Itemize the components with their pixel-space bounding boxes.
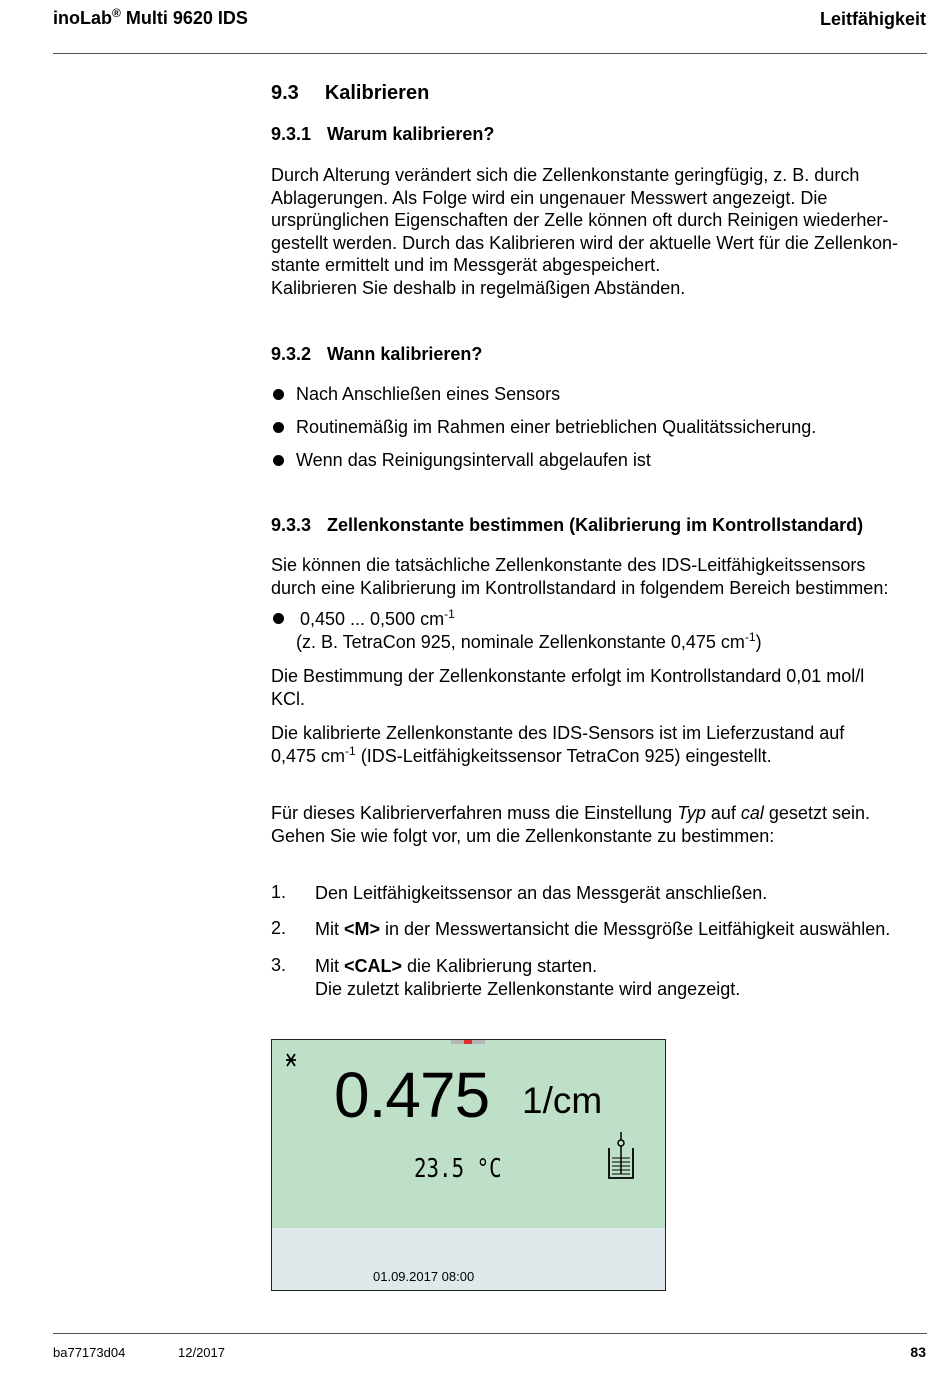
paragraph-line: durch eine Kalibrierung im Kontrollstandard in folgendem Bereich bestimmen: xyxy=(271,577,889,598)
temperature-readout: 23.5 °C xyxy=(414,1154,502,1184)
step-pre: Mit xyxy=(315,919,344,939)
display-datetime: 01.09.2017 08:00 xyxy=(373,1269,475,1284)
key-m: <M> xyxy=(344,919,381,939)
step-pre: Mit xyxy=(315,956,344,976)
product-name: inoLab xyxy=(53,8,112,28)
delivery-paragraph xyxy=(271,722,936,767)
section-9-3-2-heading xyxy=(271,344,482,365)
paragraph-line: Durch Alterung verändert sich die Zellenkonstante geringfügig, z. B. durch xyxy=(271,165,860,185)
setting-text: auf xyxy=(705,803,741,823)
paragraph-line: ursprünglichen Eigenschaften der Zelle können oft durch Reinigen wiederher- xyxy=(271,210,889,230)
range-note-close: ) xyxy=(755,632,762,652)
step-text: Den Leitfähigkeitssensor an das Messgerät anschließen. xyxy=(315,883,768,903)
key-cal: <CAL> xyxy=(344,956,403,976)
instrument-display xyxy=(271,1039,666,1291)
paragraph-line xyxy=(271,745,936,768)
footer-rule xyxy=(53,1333,927,1334)
subsection-title: Wann kalibrieren? xyxy=(327,344,483,364)
subsection-title: Zellenkonstante bestimmen (Kalibrierung im Kontrollstandard) xyxy=(327,515,864,535)
step-number: 2. xyxy=(271,918,287,938)
step-text xyxy=(315,955,740,1000)
paragraph-line: Ablagerungen. Als Folge wird ein ungenauer Messwert angezeigt. Die xyxy=(271,187,828,208)
paragraph-line xyxy=(271,802,936,825)
subsection-number: 9.3.2 xyxy=(271,344,312,364)
bullet-item: Nach Anschließen eines Sensors xyxy=(296,384,561,404)
range-note-exponent: -1 xyxy=(744,630,756,644)
delivery-rest: (IDS-Leitfähigkeitssensor TetraCon 925) eingestellt. xyxy=(355,745,772,766)
measured-unit: 1/cm xyxy=(522,1080,603,1121)
status-bar-indicator xyxy=(451,1040,485,1044)
kcl-paragraph xyxy=(271,665,936,710)
paragraph-line: Sie können die tatsächliche Zellenkonstante des IDS-Leitfähigkeitssensors xyxy=(271,555,866,575)
step-text xyxy=(315,918,890,941)
stirrer-icon xyxy=(285,1053,297,1067)
step-number: 1. xyxy=(271,882,287,902)
paragraph-line: Die Bestimmung der Zellenkonstante erfolgt im Kontrollstandard 0,01 mol/l xyxy=(271,666,865,686)
range-value: 0,450 ... 0,500 cm xyxy=(300,609,445,629)
setting-cal: cal xyxy=(740,803,764,823)
product-model: Multi 9620 IDS xyxy=(120,8,248,28)
section-number: 9.3 xyxy=(271,82,299,104)
paragraph-line: Gehen Sie wie folgt vor, um die Zellenkonstante zu bestimmen: xyxy=(271,825,775,846)
range-note-text: (z. B. TetraCon 925, nominale Zellenkonstante 0,475 cm xyxy=(296,632,745,652)
header-chapter: Leitfähigkeit xyxy=(819,9,926,29)
step-post: in der Messwertansicht die Messgröße Leitfähigkeit auswählen. xyxy=(380,919,891,939)
footer-doc-id: ba77173d04 xyxy=(53,1345,126,1360)
step-post: die Kalibrierung starten. xyxy=(402,956,598,976)
subsection-number: 9.3.3 xyxy=(271,515,312,535)
setting-typ: Typ xyxy=(677,803,706,823)
paragraph-line: gestellt werden. Durch das Kalibrieren wird der aktuelle Wert für die Zellenkon- xyxy=(271,232,898,253)
step-number: 3. xyxy=(271,955,287,975)
bullet-icon xyxy=(273,455,284,466)
paragraph-line: stante ermittelt und im Messgerät abgespeichert. xyxy=(271,255,661,275)
beaker-icon xyxy=(606,1128,636,1182)
range-bullet xyxy=(300,608,455,631)
status-bar-active-mark xyxy=(464,1040,472,1044)
page-number: 83 xyxy=(910,1344,926,1360)
section-9-3-1-heading xyxy=(271,124,494,145)
subsection-number: 9.3.1 xyxy=(271,124,312,144)
registered-mark: ® xyxy=(112,6,121,20)
section-9-3-3-heading xyxy=(271,515,863,536)
paragraph-line: Kalibrieren Sie deshalb in regelmäßigen Abständen. xyxy=(271,277,686,298)
bullet-icon xyxy=(273,613,284,624)
header-rule xyxy=(53,53,927,54)
setting-paragraph xyxy=(271,802,936,847)
section-title: Kalibrieren xyxy=(324,82,430,104)
bullet-icon xyxy=(273,422,284,433)
delivery-value: 0,475 cm xyxy=(271,745,346,766)
section-9-3-1-paragraph xyxy=(271,164,931,299)
section-9-3-heading xyxy=(271,82,429,105)
paragraph-line: Die kalibrierte Zellenkonstante des IDS-Sensors ist im Lieferzustand auf xyxy=(271,723,845,743)
range-note xyxy=(296,631,762,654)
section-9-3-3-intro xyxy=(271,554,936,599)
measured-value: 0.475 xyxy=(334,1059,490,1131)
header-product xyxy=(53,8,248,29)
bullet-item: Wenn das Reinigungsintervall abgelaufen ist xyxy=(296,450,651,470)
bullet-item: Routinemäßig im Rahmen einer betrieblichen Qualitätssicherung. xyxy=(296,417,817,437)
delivery-exponent: -1 xyxy=(345,743,356,758)
paragraph-line: KCl. xyxy=(271,688,306,709)
footer-date: 12/2017 xyxy=(178,1345,225,1360)
setting-text: Für dieses Kalibrierverfahren muss die Einstellung xyxy=(271,803,678,823)
step-result: Die zuletzt kalibrierte Zellenkonstante wird angezeigt. xyxy=(315,978,741,999)
subsection-title: Warum kalibrieren? xyxy=(327,124,495,144)
bullet-icon xyxy=(273,389,284,400)
range-exponent: -1 xyxy=(444,607,455,621)
setting-text: gesetzt sein. xyxy=(763,803,870,823)
